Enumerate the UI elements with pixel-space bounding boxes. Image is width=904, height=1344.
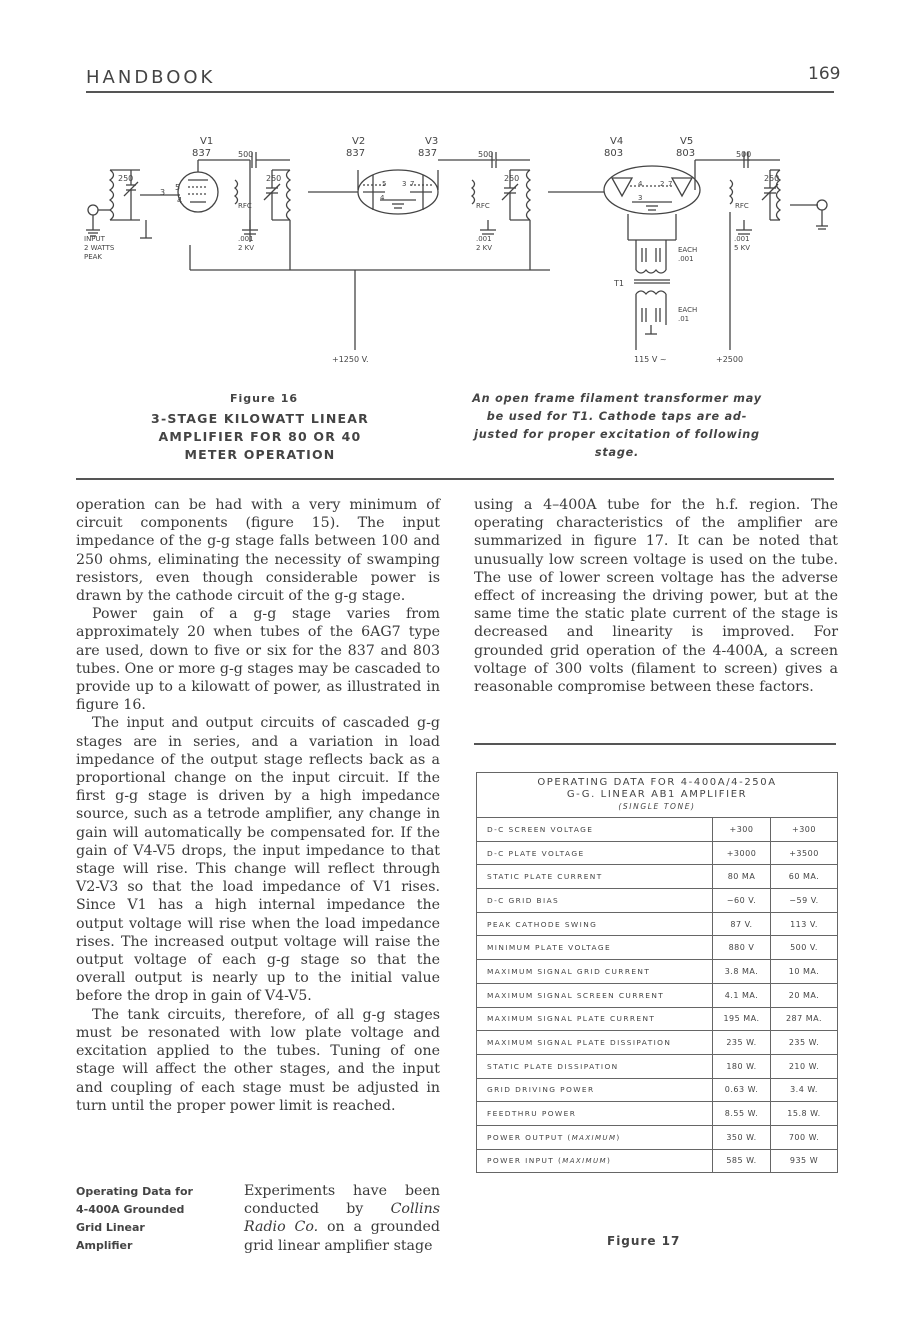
tube-label-v3: V3 xyxy=(425,136,439,147)
side-paragraph xyxy=(244,1182,440,1255)
table-label-cell: POWER OUTPUT (MAXIMUM) xyxy=(477,1125,713,1149)
table-row xyxy=(477,1054,838,1078)
v2-pin-4: 4 xyxy=(380,194,385,202)
table-row xyxy=(477,1125,838,1149)
filament-cap-2-label: EACH xyxy=(678,306,698,314)
table-label-cell: FEEDTHRU POWER xyxy=(477,1102,713,1126)
bypass-cap-3-voltage: 5 KV xyxy=(734,244,751,252)
tube-type-v3: 837 xyxy=(418,148,438,159)
input-peak-label: PEAK xyxy=(84,253,103,261)
table-value-cell: 87 V. xyxy=(713,912,771,936)
table-value-cell: 585 W. xyxy=(713,1149,771,1173)
table-value-cell: 60 MA. xyxy=(771,865,838,889)
v1-pin-4: 4 xyxy=(177,196,183,205)
table-value-cell: 935 W xyxy=(771,1149,838,1173)
table-value-cell: 4.1 MA. xyxy=(713,983,771,1007)
amplifier-schematic xyxy=(80,130,840,370)
table-row xyxy=(477,983,838,1007)
v2-pin-5: 5 xyxy=(382,180,387,188)
table-value-cell: 8.55 W. xyxy=(713,1102,771,1126)
table-label-cell: PEAK CATHODE SWING xyxy=(477,912,713,936)
side-heading-line: Operating Data for xyxy=(76,1185,193,1198)
page-number: 169 xyxy=(808,64,841,84)
table-value-cell: 10 MA. xyxy=(771,960,838,984)
side-heading xyxy=(76,1183,226,1255)
table-value-cell: 235 W. xyxy=(771,1031,838,1055)
table-value-cell: 350 W. xyxy=(713,1125,771,1149)
v1-grid-pin: 3 xyxy=(160,188,166,197)
var-cap-label-1: 250 xyxy=(118,174,134,183)
var-cap-label-4: 250 xyxy=(764,174,780,183)
v4-pin-3: 3 xyxy=(638,194,643,202)
figure-16-title xyxy=(120,410,400,464)
left-column xyxy=(76,496,440,1115)
v1-pin-5: 5 xyxy=(175,183,181,192)
v5-pin-2: 2 xyxy=(660,180,665,188)
bypass-cap-1-value: .001 xyxy=(238,235,254,243)
table-value-cell: 80 MA xyxy=(713,865,771,889)
table-value-cell: +3500 xyxy=(771,841,838,865)
supply-115: 115 V ~ xyxy=(634,355,667,364)
header-rule xyxy=(86,91,834,93)
v5-pin-7: 7 xyxy=(668,180,673,188)
table-value-cell: +300 xyxy=(713,818,771,842)
figure-16-note xyxy=(462,390,772,462)
supply-2500: +2500 xyxy=(716,355,744,364)
figure-16-title-line-2: AMPLIFIER FOR 80 OR 40 xyxy=(158,429,362,444)
table-value-cell: −59 V. xyxy=(771,889,838,913)
table-value-cell: 700 W. xyxy=(771,1125,838,1149)
table-value-cell: +3000 xyxy=(713,841,771,865)
table-value-cell: 0.63 W. xyxy=(713,1078,771,1102)
running-head: HANDBOOK xyxy=(86,67,216,88)
figure-16-note-line-3: justed for proper excitation of following xyxy=(474,428,760,441)
side-heading-line: 4-400A Grounded xyxy=(76,1203,185,1216)
paragraph: Power gain of a g-g stage varies from approximately 20 when tubes of the 6AG7 type are used, down to five or six for the 837 and 803 tubes. One or more g-g stages may be cascaded to provide up to a kilowatt of power, as illustrated in figure 16. xyxy=(76,606,440,714)
tube-type-v1: 837 xyxy=(192,148,212,159)
bypass-cap-1-voltage: 2 KV xyxy=(238,244,255,252)
cap-label-1: 500 xyxy=(238,150,254,159)
table-title-line-1: OPERATING DATA FOR 4-400A/4-250A xyxy=(537,777,777,788)
side-text-company: Collins Radio Co. xyxy=(244,1201,440,1236)
v4-pin-4: 4 xyxy=(638,180,643,188)
table-value-cell: 880 V xyxy=(713,936,771,960)
table-value-cell: 500 V. xyxy=(771,936,838,960)
figure-16-number: Figure 16 xyxy=(230,392,299,405)
var-cap-label-3: 250 xyxy=(504,174,520,183)
bypass-cap-2-value: .001 xyxy=(476,235,492,243)
cap-label-2: 500 xyxy=(478,150,494,159)
paragraph: operation can be had with a very minimum of circuit components (figure 15). The input impedance of the g-g stage falls between 100 and 250 ohms, eliminating the necessity of swamping resistors, even though considerable power is drawn by the cathode circuit of the g-g stage. xyxy=(76,497,440,605)
paragraph: The tank circuits, therefore, of all g-g stages must be resonated with low plate voltage and excitation applied to the tubes. Tuning of one stage will affect the other stages, and the input and coupling of each stage must be adjusted in turn until the proper power limit is reached. xyxy=(76,1006,440,1114)
filament-cap-2-value: .01 xyxy=(678,315,690,323)
var-cap-label-2: 250 xyxy=(266,174,282,183)
bypass-cap-2-voltage: 2 KV xyxy=(476,244,493,252)
rfc-label-1: RFC xyxy=(238,202,252,210)
input-label: INPUT xyxy=(84,235,105,243)
table-value-cell: 235 W. xyxy=(713,1031,771,1055)
figure-16-title-line-3: METER OPERATION xyxy=(184,447,336,462)
table-value-cell: 180 W. xyxy=(713,1054,771,1078)
tube-label-v5: V5 xyxy=(680,136,694,147)
tube-label-v1: V1 xyxy=(200,136,214,147)
paragraph: using a 4–400A tube for the h.f. region. The operating characteristics of the amplifier are summarized in figure 17. It can be noted that unusually low screen voltage is used on the tube. The use of lower screen voltage has the adverse effect of increasing the driving power, but at the same time the static plate current of the stage is decreased and linearity is improved. For grounded grid operation of the 4-400A, a screen voltage of 300 volts (filament to screen) gives a reasonable compromise between these factors. xyxy=(474,497,838,696)
figure-rule xyxy=(76,478,834,480)
table-label-cell: D-C SCREEN VOLTAGE xyxy=(477,818,713,842)
table-label-cell: GRID DRIVING POWER xyxy=(477,1078,713,1102)
table-row xyxy=(477,1149,838,1173)
table-row xyxy=(477,1031,838,1055)
figure-16-title-line-1: 3-STAGE KILOWATT LINEAR xyxy=(151,411,369,426)
table-value-cell: 287 MA. xyxy=(771,1007,838,1031)
table-row xyxy=(477,936,838,960)
supply-1250: +1250 V. xyxy=(332,355,369,364)
table-title xyxy=(477,773,838,818)
table-row xyxy=(477,818,838,842)
table-row xyxy=(477,865,838,889)
table-value-cell: 3.8 MA. xyxy=(713,960,771,984)
table-row xyxy=(477,960,838,984)
rfc-label-3: RFC xyxy=(735,202,749,210)
table-label-cell: MAXIMUM SIGNAL PLATE DISSIPATION xyxy=(477,1031,713,1055)
table-value-cell: 210 W. xyxy=(771,1054,838,1078)
table-row xyxy=(477,912,838,936)
bypass-cap-3-value: .001 xyxy=(734,235,750,243)
cap-label-3: 500 xyxy=(736,150,752,159)
figure-16-note-line-2: be used for T1. Cathode taps are ad- xyxy=(486,410,748,423)
table-value-cell: 3.4 W. xyxy=(771,1078,838,1102)
side-heading-line: Grid Linear xyxy=(76,1221,145,1234)
v3-pin-3: 3 xyxy=(402,180,407,188)
tube-type-v2: 837 xyxy=(346,148,366,159)
side-text-tail: on a grounded grid linear amplifier stage xyxy=(244,1219,440,1254)
right-column xyxy=(474,496,838,696)
table-row xyxy=(477,841,838,865)
table-title-line-2: G-G. LINEAR AB1 AMPLIFIER xyxy=(566,789,748,800)
table-label-cell: MAXIMUM SIGNAL SCREEN CURRENT xyxy=(477,983,713,1007)
tube-type-v4: 803 xyxy=(604,148,624,159)
table-value-cell: 20 MA. xyxy=(771,983,838,1007)
tube-type-v5: 803 xyxy=(676,148,696,159)
table-value-cell: 15.8 W. xyxy=(771,1102,838,1126)
table-value-cell: 113 V. xyxy=(771,912,838,936)
table-row xyxy=(477,1078,838,1102)
filament-cap-1-value: .001 xyxy=(678,255,694,263)
table-row xyxy=(477,1102,838,1126)
table-label-cell: MAXIMUM SIGNAL GRID CURRENT xyxy=(477,960,713,984)
table-rule xyxy=(474,743,836,745)
side-text: Experiments have been conducted by xyxy=(244,1183,440,1218)
table-value-cell: 195 MA. xyxy=(713,1007,771,1031)
table-label-cell: POWER INPUT (MAXIMUM) xyxy=(477,1149,713,1173)
filament-cap-1-label: EACH xyxy=(678,246,698,254)
table-label-cell: D-C PLATE VOLTAGE xyxy=(477,841,713,865)
table-value-cell: +300 xyxy=(771,818,838,842)
operating-data-table xyxy=(476,772,838,1173)
table-value-cell: −60 V. xyxy=(713,889,771,913)
table-label-cell: D-C GRID BIAS xyxy=(477,889,713,913)
side-heading-line: Amplifier xyxy=(76,1239,133,1252)
table-title-line-3: (SINGLE TONE) xyxy=(618,802,696,811)
table-label-cell: MAXIMUM SIGNAL PLATE CURRENT xyxy=(477,1007,713,1031)
paragraph: The input and output circuits of cascaded g-g stages are in series, and a variation in load impedance of the output stage reflects back as a proportional change on the input circuit. If the first g-g stage is driven by a high impedance source, such as a tetrode amplifier, any change in gain will automatically be compensated for. If the gain of V4-V5 drops, the input impedance to that stage will rise. This change will reflect through V2-V3 so that the load impedance of V1 rises. Since V1 has a high internal impedance the output voltage will rise when the load impedance rises. The increased output voltage will raise the output voltage of each g-g stage so that the overall output is nearly up to the initial value before the drop in gain of V4-V5. xyxy=(76,715,440,1005)
tube-label-v2: V2 xyxy=(352,136,366,147)
tube-label-v4: V4 xyxy=(610,136,624,147)
v3-pin-7: 7 xyxy=(410,180,415,188)
rfc-label-2: RFC xyxy=(476,202,490,210)
figure-17-label: Figure 17 xyxy=(607,1234,681,1248)
transformer-label: T1 xyxy=(614,279,624,288)
table-label-cell: STATIC PLATE CURRENT xyxy=(477,865,713,889)
table-label-cell: STATIC PLATE DISSIPATION xyxy=(477,1054,713,1078)
figure-16-note-line-4: stage. xyxy=(594,446,640,459)
table-row xyxy=(477,889,838,913)
figure-16-note-line-1: An open frame filament transformer may xyxy=(472,392,762,405)
table-row xyxy=(477,1007,838,1031)
input-power-label: 2 WATTS xyxy=(84,244,115,252)
table-label-cell: MINIMUM PLATE VOLTAGE xyxy=(477,936,713,960)
